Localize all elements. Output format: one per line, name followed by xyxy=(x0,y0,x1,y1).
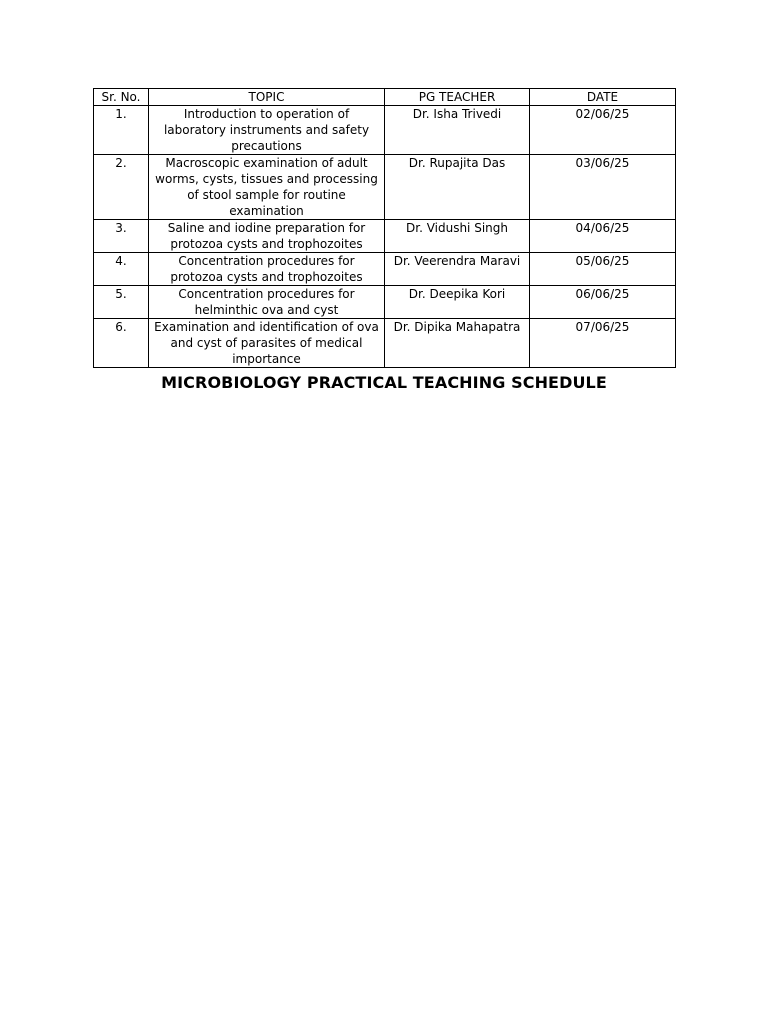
header-pg-teacher: PG TEACHER xyxy=(385,89,530,106)
cell-topic: Examination and identification of ova and cyst of parasites of medical importance xyxy=(149,319,385,368)
table-row xyxy=(94,155,676,220)
table-row xyxy=(94,106,676,155)
cell-sr-no: 1. xyxy=(94,106,149,155)
cell-topic: Concentration procedures for helminthic ova and cyst xyxy=(149,286,385,319)
cell-teacher: Dr. Veerendra Maravi xyxy=(385,253,530,286)
table-row xyxy=(94,319,676,368)
cell-teacher: Dr. Dipika Mahapatra xyxy=(385,319,530,368)
cell-topic: Saline and iodine preparation for protozoa cysts and trophozoites xyxy=(149,220,385,253)
cell-date: 03/06/25 xyxy=(530,155,676,220)
table-header xyxy=(94,89,676,106)
cell-date: 02/06/25 xyxy=(530,106,676,155)
header-topic: TOPIC xyxy=(149,89,385,106)
header-sr-no: Sr. No. xyxy=(94,89,149,106)
table-row xyxy=(94,253,676,286)
table-row xyxy=(94,220,676,253)
cell-date: 04/06/25 xyxy=(530,220,676,253)
table-body xyxy=(94,106,676,368)
cell-date: 06/06/25 xyxy=(530,286,676,319)
cell-teacher: Dr. Rupajita Das xyxy=(385,155,530,220)
cell-topic: Macroscopic examination of adult worms, cysts, tissues and processing of stool sample for routine examination xyxy=(149,155,385,220)
cell-topic: Concentration procedures for protozoa cysts and trophozoites xyxy=(149,253,385,286)
cell-date: 07/06/25 xyxy=(530,319,676,368)
cell-sr-no: 2. xyxy=(94,155,149,220)
header-date: DATE xyxy=(530,89,676,106)
cell-teacher: Dr. Vidushi Singh xyxy=(385,220,530,253)
cell-sr-no: 6. xyxy=(94,319,149,368)
cell-sr-no: 4. xyxy=(94,253,149,286)
document-title: MICROBIOLOGY PRACTICAL TEACHING SCHEDULE xyxy=(161,373,607,392)
cell-sr-no: 3. xyxy=(94,220,149,253)
header-row xyxy=(94,89,676,106)
table-row xyxy=(94,286,676,319)
cell-topic: Introduction to operation of laboratory instruments and safety precautions xyxy=(149,106,385,155)
cell-sr-no: 5. xyxy=(94,286,149,319)
cell-date: 05/06/25 xyxy=(530,253,676,286)
cell-teacher: Dr. Isha Trivedi xyxy=(385,106,530,155)
cell-teacher: Dr. Deepika Kori xyxy=(385,286,530,319)
schedule-table xyxy=(93,88,676,368)
